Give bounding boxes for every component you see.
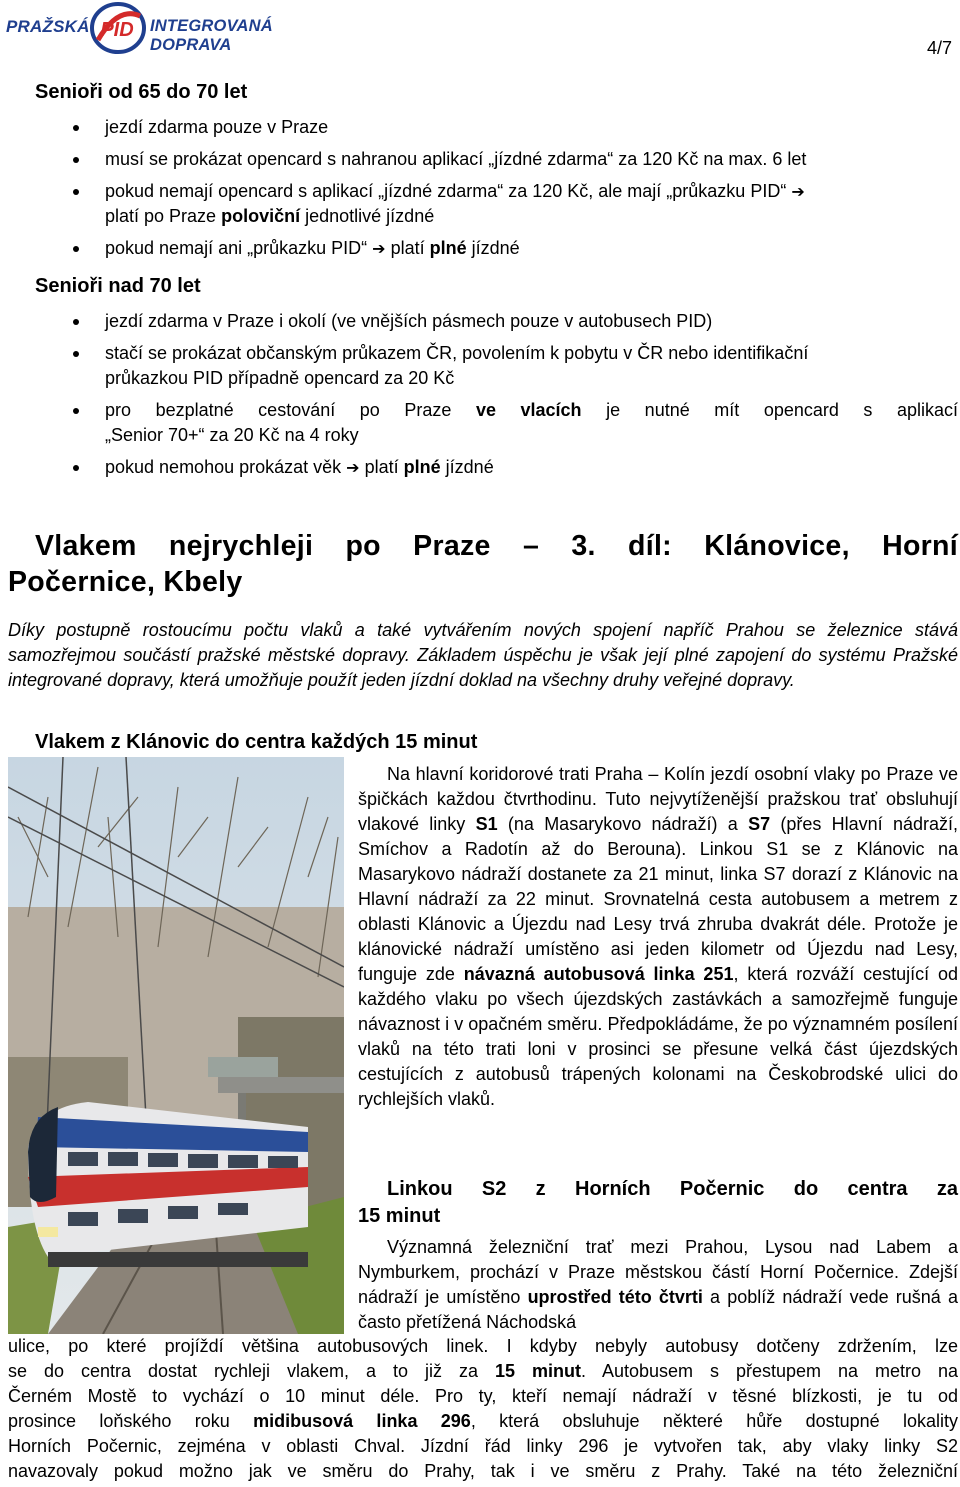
list-item: musí se prokázat opencard s nahranou aplikací „jízdné zdarma“ za 120 Kč na max. 6 let	[0, 147, 958, 172]
logo-text-left: PRAŽSKÁ	[6, 17, 90, 36]
paragraph-klanovice: Na hlavní koridorové trati Praha – Kolín jezdí osobní vlaky po Praze ve špičkách každou čtvrthodinu. Tuto nejvytíženější pražskou trať obsluhují vlakové linky S1 (na Masarykovo nádraží) a S7 (přes Hlavní nádraží, Smíchov a Radotín až do Berouna). Linkou S1 se z Klánovic na Masarykovo nádraží dostanete za 21 minut, linka S7 dorazí z Klánovic na Hlavní nádraží za 22 minut. Srovnatelná cesta autobusem a metrem z oblasti Klánovic a Újezdu nad Lesy trvá zhruba dvakrát déle. Protože je klánovické nádraží umístěno asi jeden kilometr od Újezdu nad Lesy, funguje zde návazná autobusová linka 251, která rozváží cestující od každého vlaku po všech újezdských zastávkách a samozřejmě funguje návaznost i v opačném směru. Předpokládáme, že po významném posílení vlaků na této trati loni v prosinci se přesune velká část újezdských cestujících z autobusů trápených kolonami na Českobrodské ulici do rychlejších vlaků.	[358, 764, 958, 1109]
list-item: pokud nemají ani „průkazku PID“ ➔ platí plné jízdné	[0, 236, 958, 261]
heading-seniors-70: Senioři nad 70 let	[35, 275, 201, 297]
list-item: jezdí zdarma pouze v Praze	[0, 115, 958, 140]
article-intro: Díky postupně rostoucímu počtu vlaků a také vytvářením nových spojení napříč Prahou se železnice stává samozřejmou součástí pražské městské dopravy. Základem úspěchu je však její plné zapojení do systému Pražské integrované dopravy, která umožňuje použít jeden jízdní doklad na všechny druhy veřejné dopravy.	[8, 620, 958, 690]
pid-emblem-icon	[88, 2, 146, 54]
pid-logo	[4, 2, 354, 54]
arrow-right-icon: ➔	[791, 182, 805, 201]
page-number: 4/7	[926, 38, 952, 58]
list-seniors-65-70	[0, 115, 958, 261]
list-item: pokud nemohou prokázat věk ➔ platí plné jízdné	[0, 455, 958, 480]
list-seniors-70	[0, 309, 958, 480]
heading-seniors-65-70: Senioři od 65 do 70 let	[35, 81, 248, 103]
paragraph-continuation: ulice, po které projíždí většina autobusových linek. I kdyby nebyly autobusy dotčeny zdržením, lze se do centra dostat rychleji vlakem, a to již za 15 minut. Autobusem s přestupem na metro na Černém Mostě to vychází o 10 minut déle. Pro ty, kteří nemají nádraží v těsné blízkosti, je tu od prosince loňského roku midibusová linka 296, která obsluhuje některé hůře dostupné lokality Horních Počernic, zejména v oblasti Chval. Jízdní řád linky 296 je vytvořen tak, aby vlaky linky S2 navazovaly pokud možno jak ve směru do Prahy, tak i ve směru z Prahy. Také na této železniční	[8, 1336, 958, 1481]
arrow-right-icon: ➔	[372, 239, 386, 258]
article-title: Vlakem nejrychleji po Praze – 3. díl: Klánovice, Horní Počernice, Kbely	[8, 530, 958, 598]
paragraph-pocernice: Významná železniční trať mezi Prahou, Lysou nad Labem a Nymburkem, prochází v Praze městskou částí Horní Počernice. Zdejší nádraží je umístěno uprostřed této čtvrti a poblíž nádraží vede rušná a často přetížená Náchodská	[358, 1237, 958, 1332]
list-item: jezdí zdarma v Praze i okolí (ve vnějších pásmech pouze v autobusech PID)	[0, 309, 958, 334]
list-item: stačí se prokázat občanským průkazem ČR, povolením k pobytu v ČR nebo identifikační průkazkou PID případně opencard za 20 Kč	[0, 341, 958, 391]
logo-text-right: INTEGROVANÁ DOPRAVA	[150, 17, 273, 54]
list-item: pokud nemají opencard s aplikací „jízdné zdarma“ za 120 Kč, ale mají „průkazku PID“ ➔ platí po Praze poloviční jednotlivé jízdné	[0, 179, 958, 229]
list-item: pro bezplatné cestování po Praze ve vlacích je nutné mít opencard s aplikací „Senior 70+“ za 20 Kč na 4 roky	[0, 398, 958, 448]
emblem-text: PID	[100, 19, 134, 41]
train-photo	[8, 757, 344, 1334]
subheading-pocernice: Linkou S2 z Horních Počernic do centra za 15 minut	[358, 1178, 958, 1227]
subheading-klanovice: Vlakem z Klánovic do centra každých 15 minut	[35, 731, 478, 753]
arrow-right-icon: ➔	[346, 458, 360, 477]
